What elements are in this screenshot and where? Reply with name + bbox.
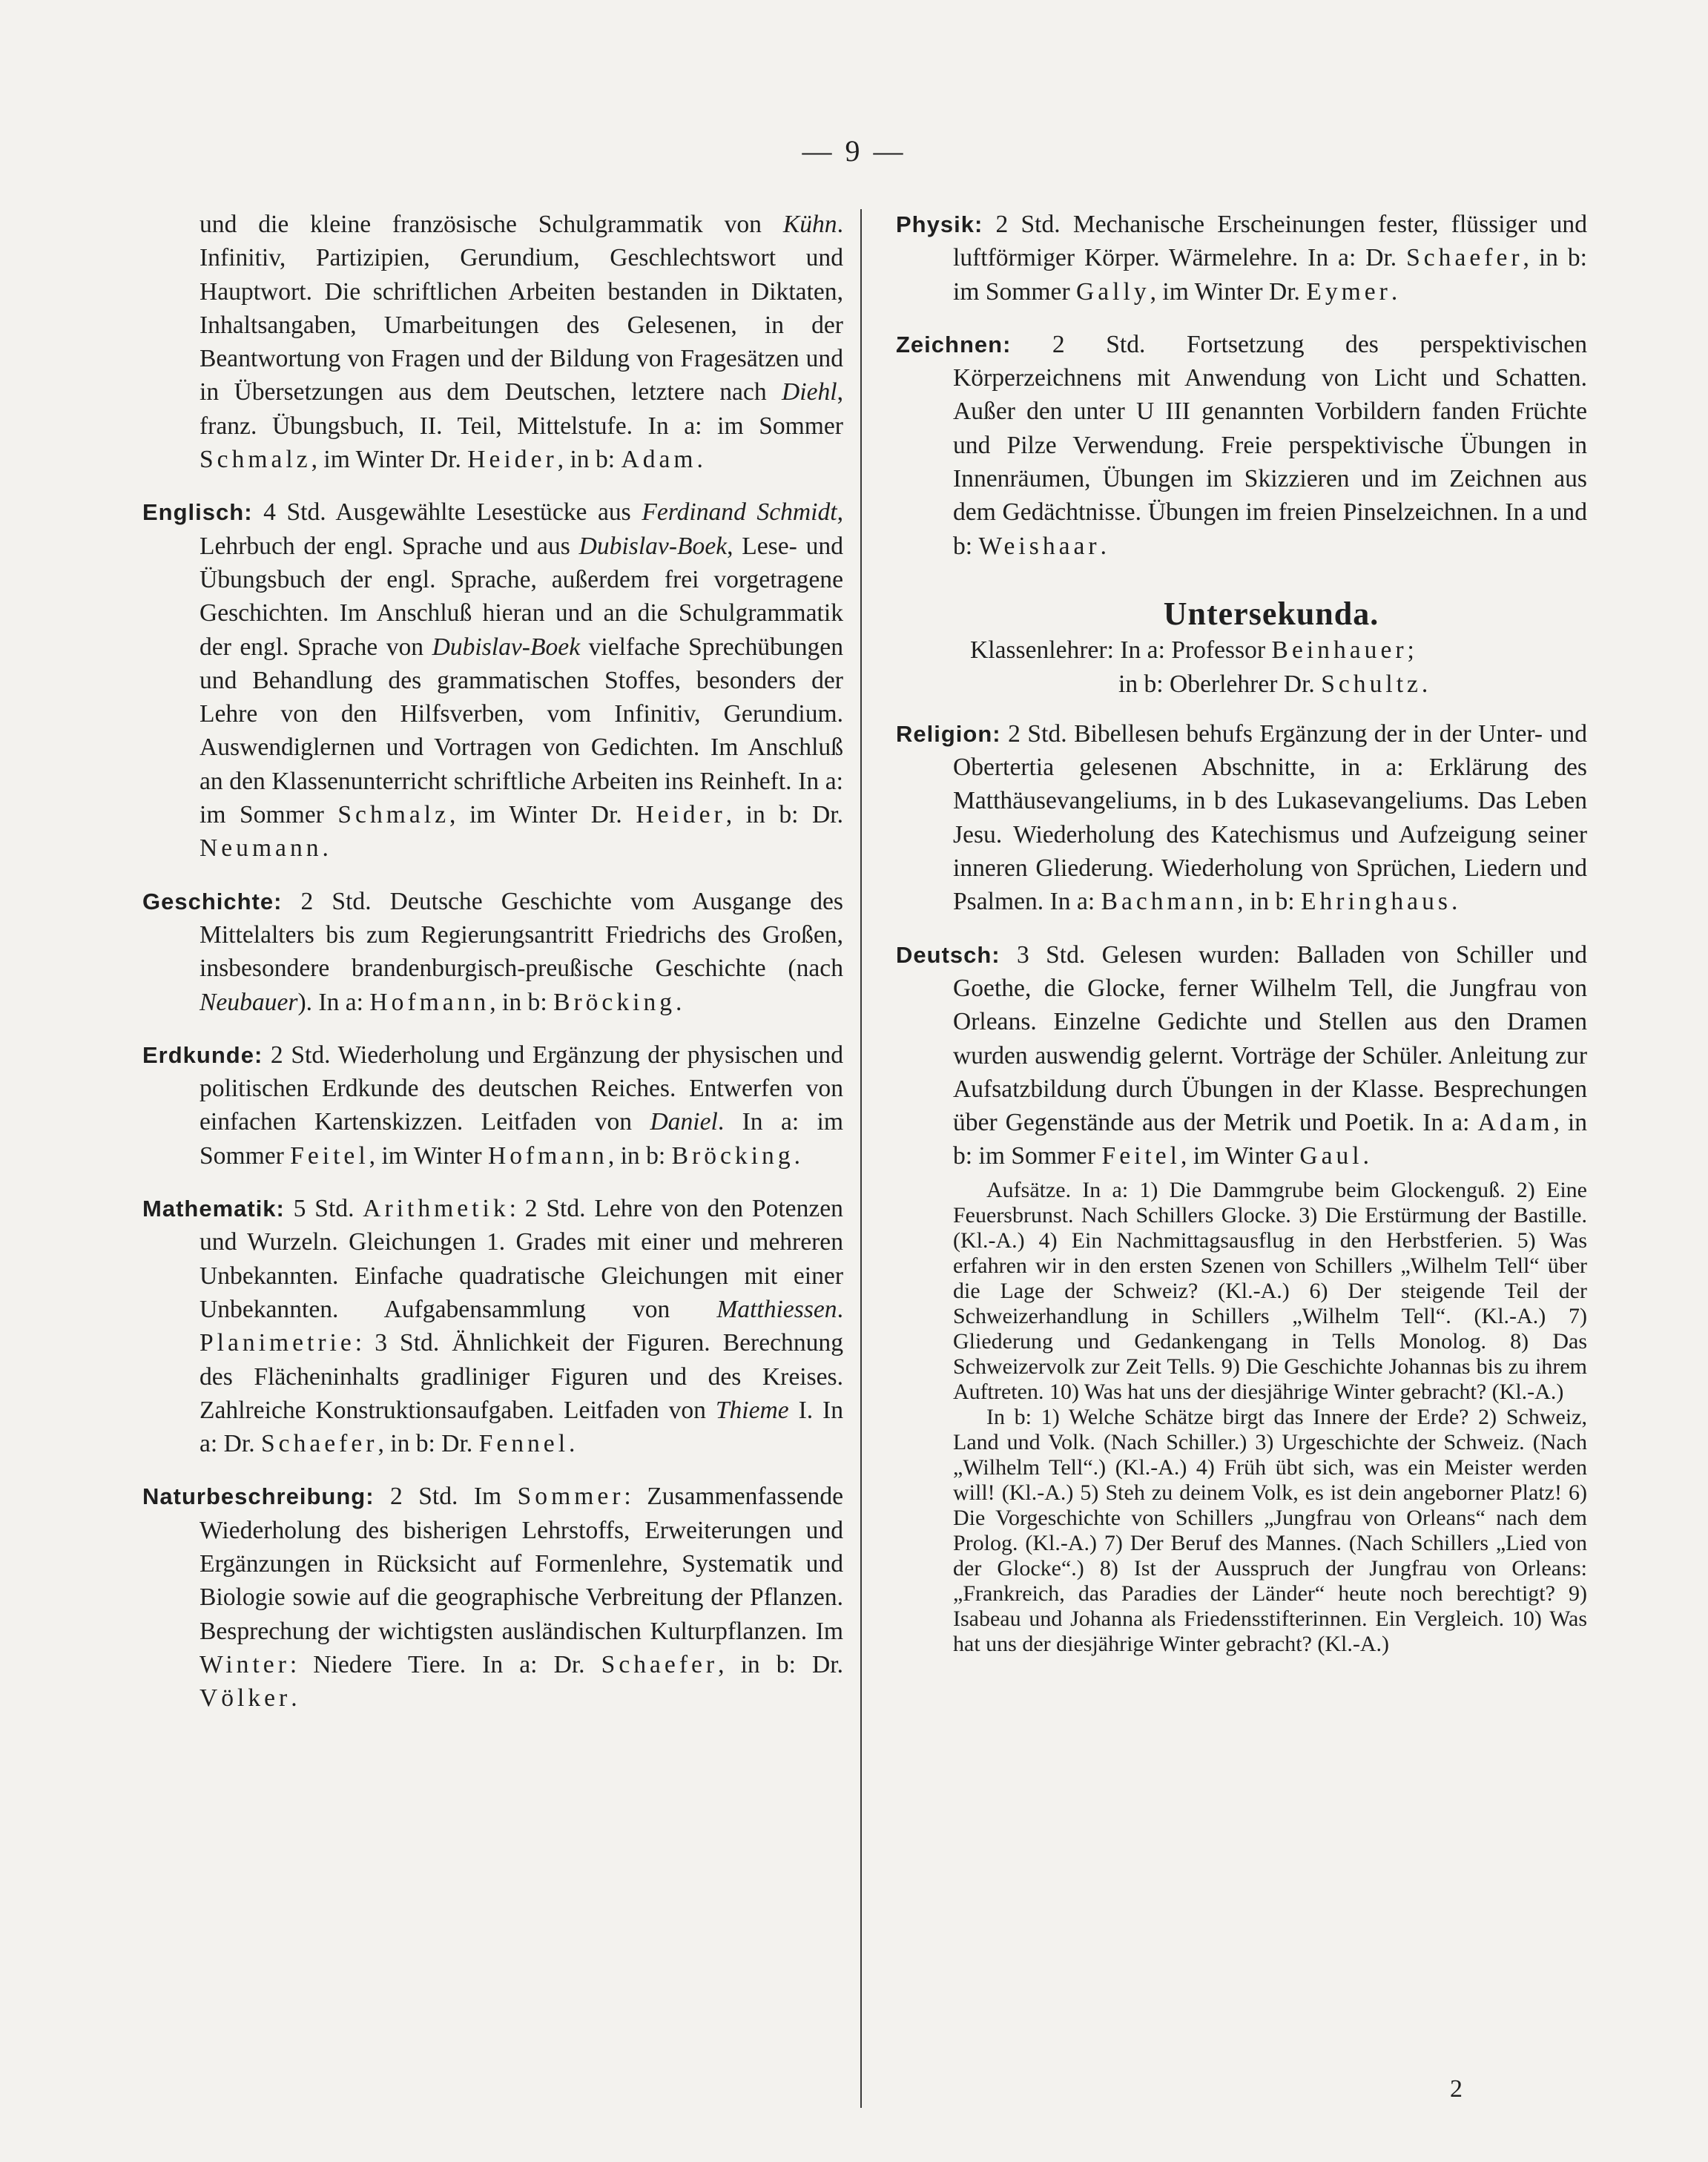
right-column	[896, 208, 1587, 1657]
french-continuation: und die kleine französische Schulgrammatik von Kühn. Infinitiv, Partizipien, Gerundium, Geschlechtswort und Hauptwort. Die schriftlichen Arbeiten bestanden in Diktaten, Inhaltsangaben, Umarbeitungen des Gelesenen, in der Beantwortung von Fragen und der Bildung von Fragesätzen und in Übersetzungen aus dem Deutschen, letztere nach Diehl, franz. Übungsbuch, II. Teil, Mittelstufe. In a: im Sommer Schmalz, im Winter Dr. Heider, in b: Adam.	[200, 211, 843, 474]
klassenlehrer-a: Klassenlehrer: In a: Professor Beinhauer;	[970, 636, 1414, 665]
subject-erdkunde: Erdkunde: 2 Std. Wiederholung und Ergänzung der physischen und politischen Erdkunde des deutschen Reiches. Entwerfen von einfachen Kartenskizzen. Leitfaden von Daniel. In a: im Sommer Feitel, im Winter Hofmann, in b: Bröcking.	[142, 1041, 843, 1170]
section-title-untersekunda: Untersekunda.	[1163, 595, 1379, 632]
left-column	[142, 208, 843, 1734]
aufsaetze-list	[896, 1178, 1587, 1657]
signature-mark: 2	[1450, 2075, 1463, 2103]
subject-englisch: Englisch: 4 Std. Ausgewählte Lesestücke aus Ferdinand Schmidt, Lehrbuch der engl. Sprache und aus Dubislav-Boek, Lese- und Übungsbuch der engl. Sprache, außerdem frei vorgetragene Geschichten. Im Anschluß hieran und an die Schulgrammatik der engl. Sprache von Dubislav-Boek vielfache Sprechübungen und Behandlung des grammatischen Stoffes, besonders der Lehre von den Hilfsverben, vom Infinitiv, Gerundium. Auswendiglernen und Vortragen von Gedichten. Im Anschluß an den Klassenunterricht schriftliche Arbeiten ins Reinheft. In a: im Sommer Schmalz, im Winter Dr. Heider, in b: Dr. Neumann.	[142, 498, 844, 863]
aufsaetze-a: Aufsätze. In a: 1) Die Dammgrube beim Glockenguß. 2) Eine Feuersbrunst. Nach Schillers Glocke. 3) Die Erstürmung der Bastille. (Kl.-A.) 4) Ein Nachmittagsausflug in den Herbstferien. 5) Was erfahren wir in den ersten Szenen von Schillers „Wilhelm Tell“ über die Lage der Schweiz? (Kl.-A.) 6) Der steigende Teil der Schweizerhandlung in Schillers „Wilhelm Tell“. (Kl.-A.) 7) Gliederung und Gedankengang in Tells Monolog. 8) Das Schweizervolk zur Zeit Tells. 9) Die Geschichte Johannas bis zu ihrem Auftreten. 10) Was hat uns der diesjährige Winter gebracht? (Kl.-A.)	[953, 1177, 1587, 1404]
subject-religion: Religion: 2 Std. Bibellesen behufs Ergänzung der in der Unter- und Obertertia gelesenen Abschnitte, in a: Erklärung des Matthäusevangeliums, in b des Lukasevangeliums. Das Leben Jesu. Wiederholung des Katechismus und Aufzeigung seiner inneren Gliederung. Wiederholung von Sprüchen, Liedern und Psalmen. In a: Bachmann, in b: Ehringhaus.	[896, 719, 1587, 916]
subject-naturbeschreibung: Naturbeschreibung: 2 Std. Im Sommer: Zusammenfassende Wiederholung des bisherigen Lehrstoffs, Erweiterungen und Ergänzungen in Rücksicht auf Formenlehre, Systematik und Biologie sowie auf die geographische Verbreitung der Pflanzen. Besprechung der wichtigsten ausländischen Kulturpflanzen. Im Winter: Niedere Tiere. In a: Dr. Schaefer, in b: Dr. Völker.	[142, 1483, 844, 1713]
klassenlehrer	[896, 633, 1587, 701]
subject-physik: Physik: 2 Std. Mechanische Erscheinungen fester, flüssiger und luftförmiger Körper. Wärmelehre. In a: Dr. Schaefer, in b: im Sommer Gally, im Winter Dr. Eymer.	[896, 211, 1588, 306]
subject-deutsch: Deutsch: 3 Std. Gelesen wurden: Balladen von Schiller und Goethe, die Glocke, ferner Wilhelm Tell, die Jungfrau von Orleans. Einzelne Gedichte und Stellen aus den Dramen wurden auswendig gelernt. Vorträge der Schüler. Anleitung zur Aufsatzbildung durch Übungen in der Klasse. Besprechungen über Gegenstände aus der Metrik und Poetik. In a: Adam, in b: im Sommer Feitel, im Winter Gaul.	[896, 940, 1587, 1170]
aufsaetze-b: In b: 1) Welche Schätze birgt das Innere der Erde? 2) Schweiz, Land und Volk. (Nach Schiller.) 3) Urgeschichte der Schweiz. (Nach „Wilhelm Tell“.) (Kl.-A.) 4) Früh übt sich, was ein Meister werden will! (Kl.-A.) 5) Steh zu deinem Volk, es ist dein angeborner Platz! 6) Die Vorgeschichte von Schillers „Jungfrau von Orleans“ nach dem Prolog. (Kl.-A.) 7) Der Beruf des Mannes. (Nach Schillers „Lied von der Glocke“.) 8) Ist der Ausspruch der Jungfrau von Orleans: „Frankreich, das Paradies der Länder“ heute noch berechtigt? 9) Isabeau und Johanna als Friedensstifterinnen. Ein Vergleich. 10) Was hat uns der diesjährige Winter gebracht? (Kl.-A.)	[953, 1404, 1587, 1656]
subject-mathematik: Mathematik: 5 Std. Arithmetik: 2 Std. Lehre von den Potenzen und Wurzeln. Gleichungen 1. Grades mit einer und mehreren Unbekannten. Einfache quadratische Gleichungen mit einer Unbekannten. Aufgabensammlung von Matthiessen. Planimetrie: 3 Std. Ähnlichkeit der Figuren. Berechnung des Flächeninhalts gradliniger Figuren und des Kreises. Zahlreiche Konstruktionsaufgaben. Leitfaden von Thieme I. In a: Dr. Schaefer, in b: Dr. Fennel.	[142, 1195, 844, 1458]
column-divider	[860, 209, 862, 2108]
subject-geschichte: Geschichte: 2 Std. Deutsche Geschichte vom Ausgange des Mittelalters bis zum Regierungsantritt Friedrichs des Großen, insbesondere brandenburgisch-preußische Geschichte (nach Neubauer). In a: Hofmann, in b: Bröcking.	[142, 887, 843, 1016]
subject-zeichnen: Zeichnen: 2 Std. Fortsetzung des perspektivischen Körperzeichnens mit Anwendung von Licht und Schatten. Außer den unter U III genannten Vorbildern fanden Früchte und Pilze Verwendung. Freie perspektivische Übungen in Innenräumen, Übungen im Skizzieren und im Zeichnen aus dem Gedächtnisse. Übungen im freien Pinselzeichnen. In a und b: Weishaar.	[896, 330, 1587, 560]
klassenlehrer-b: in b: Oberlehrer Dr. Schultz.	[1118, 670, 1428, 698]
page-number: — 9 —	[802, 134, 906, 168]
